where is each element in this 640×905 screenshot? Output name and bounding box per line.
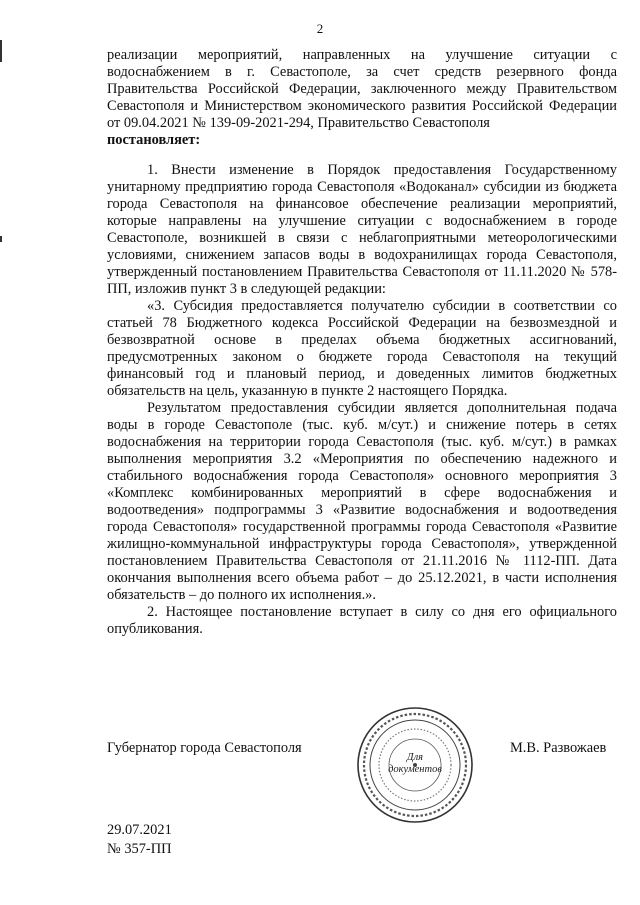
document-date: 29.07.2021: [107, 822, 172, 838]
clause-3-paragraph: «3. Субсидия предоставляется получателю субсидии в соответствии со статьей 78 Бюджетного кодекса Российской Федерации на безвозмездной и безвозвратной основе в пределах объема бюджетных ассигнований, предусмотренных законом о бюджете города Севастополя на текущий финансовый год и плановый период, и доведенных лимитов бюджетных обязательств на цель, указанную в пункте 2 настоящего Порядка.: [107, 298, 617, 399]
result-paragraph: Результатом предоставления субсидии является дополнительная подача воды в городе Севастополе (тыс. куб. м/сут.) и снижение потерь в сетях водоснабжения на территории города Севастополя (тыс. куб. м/сут.) в рамках выполнения мероприятия 3.2 «Мероприятия по обеспечению надежного и стабильного водоснабжения города Севастополя» основного мероприятия 3 «Комплекс комбинированных мероприятий в сфере водоснабжения и водоотведения» подпрограммы 3 «Развитие водоснабжения и водоотведения города Севастополя» государственной программы города Севастополя «Развитие жилищно-коммунальной инфраструктуры города Севастополя», утвержденной постановлением Правительства Севастополя от 21.11.2016 № 1112-ПП. Дата окончания выполнения всего объема работ – до 25.12.2021, в части исполнения обязательств – до полного их исполнения.».: [107, 400, 617, 603]
item-1-paragraph: 1. Внести изменение в Порядок предоставления Государственному унитарному предприятию города Севастополя «Водоканал» субсидии из бюджета города Севастополя на финансовое обеспечение реализации мероприятий, которые направлены на улучшение ситуации с водоснабжением в городе Севастополе, возникшей в связи с неблагоприятными метеорологическими условиями, снижением запасов воды в водохранилищах города Севастополя, утвержденный постановлением Правительства Севастополя от 11.11.2020 № 578-ПП, изложив пункт 3 в следующей редакции:: [107, 162, 617, 297]
document-footer: [107, 821, 172, 859]
signatory-title: Губернатор города Севастополя: [107, 740, 302, 756]
signatory-name: М.В. Развожаев: [510, 740, 607, 756]
margin-mark: [0, 40, 2, 62]
preamble-text: реализации мероприятий, направленных на улучшение ситуации с водоснабжением в г. Севастополе, за счет средств резервного фонда Правительства Российской Федерации, заключенного между Правительством Севастополя и Министерством экономического развития Российской Федерации от 09.04.2021 № 139-09-2021-294, Правительство Севастополя: [107, 47, 617, 131]
seal-caption-line-1: Для: [406, 752, 424, 763]
document-body: [107, 47, 617, 638]
page-number: 2: [316, 21, 324, 36]
seal-caption-line-2: документов: [388, 764, 442, 775]
seal-caption: [374, 752, 456, 776]
resolves-word: постановляет:: [107, 132, 201, 148]
preamble-paragraph: [107, 47, 617, 149]
margin-mark: [0, 236, 2, 242]
item-2-paragraph: 2. Настоящее постановление вступает в силу со дня его официального опубликования.: [107, 604, 617, 637]
document-number: № 357-ПП: [107, 841, 172, 857]
